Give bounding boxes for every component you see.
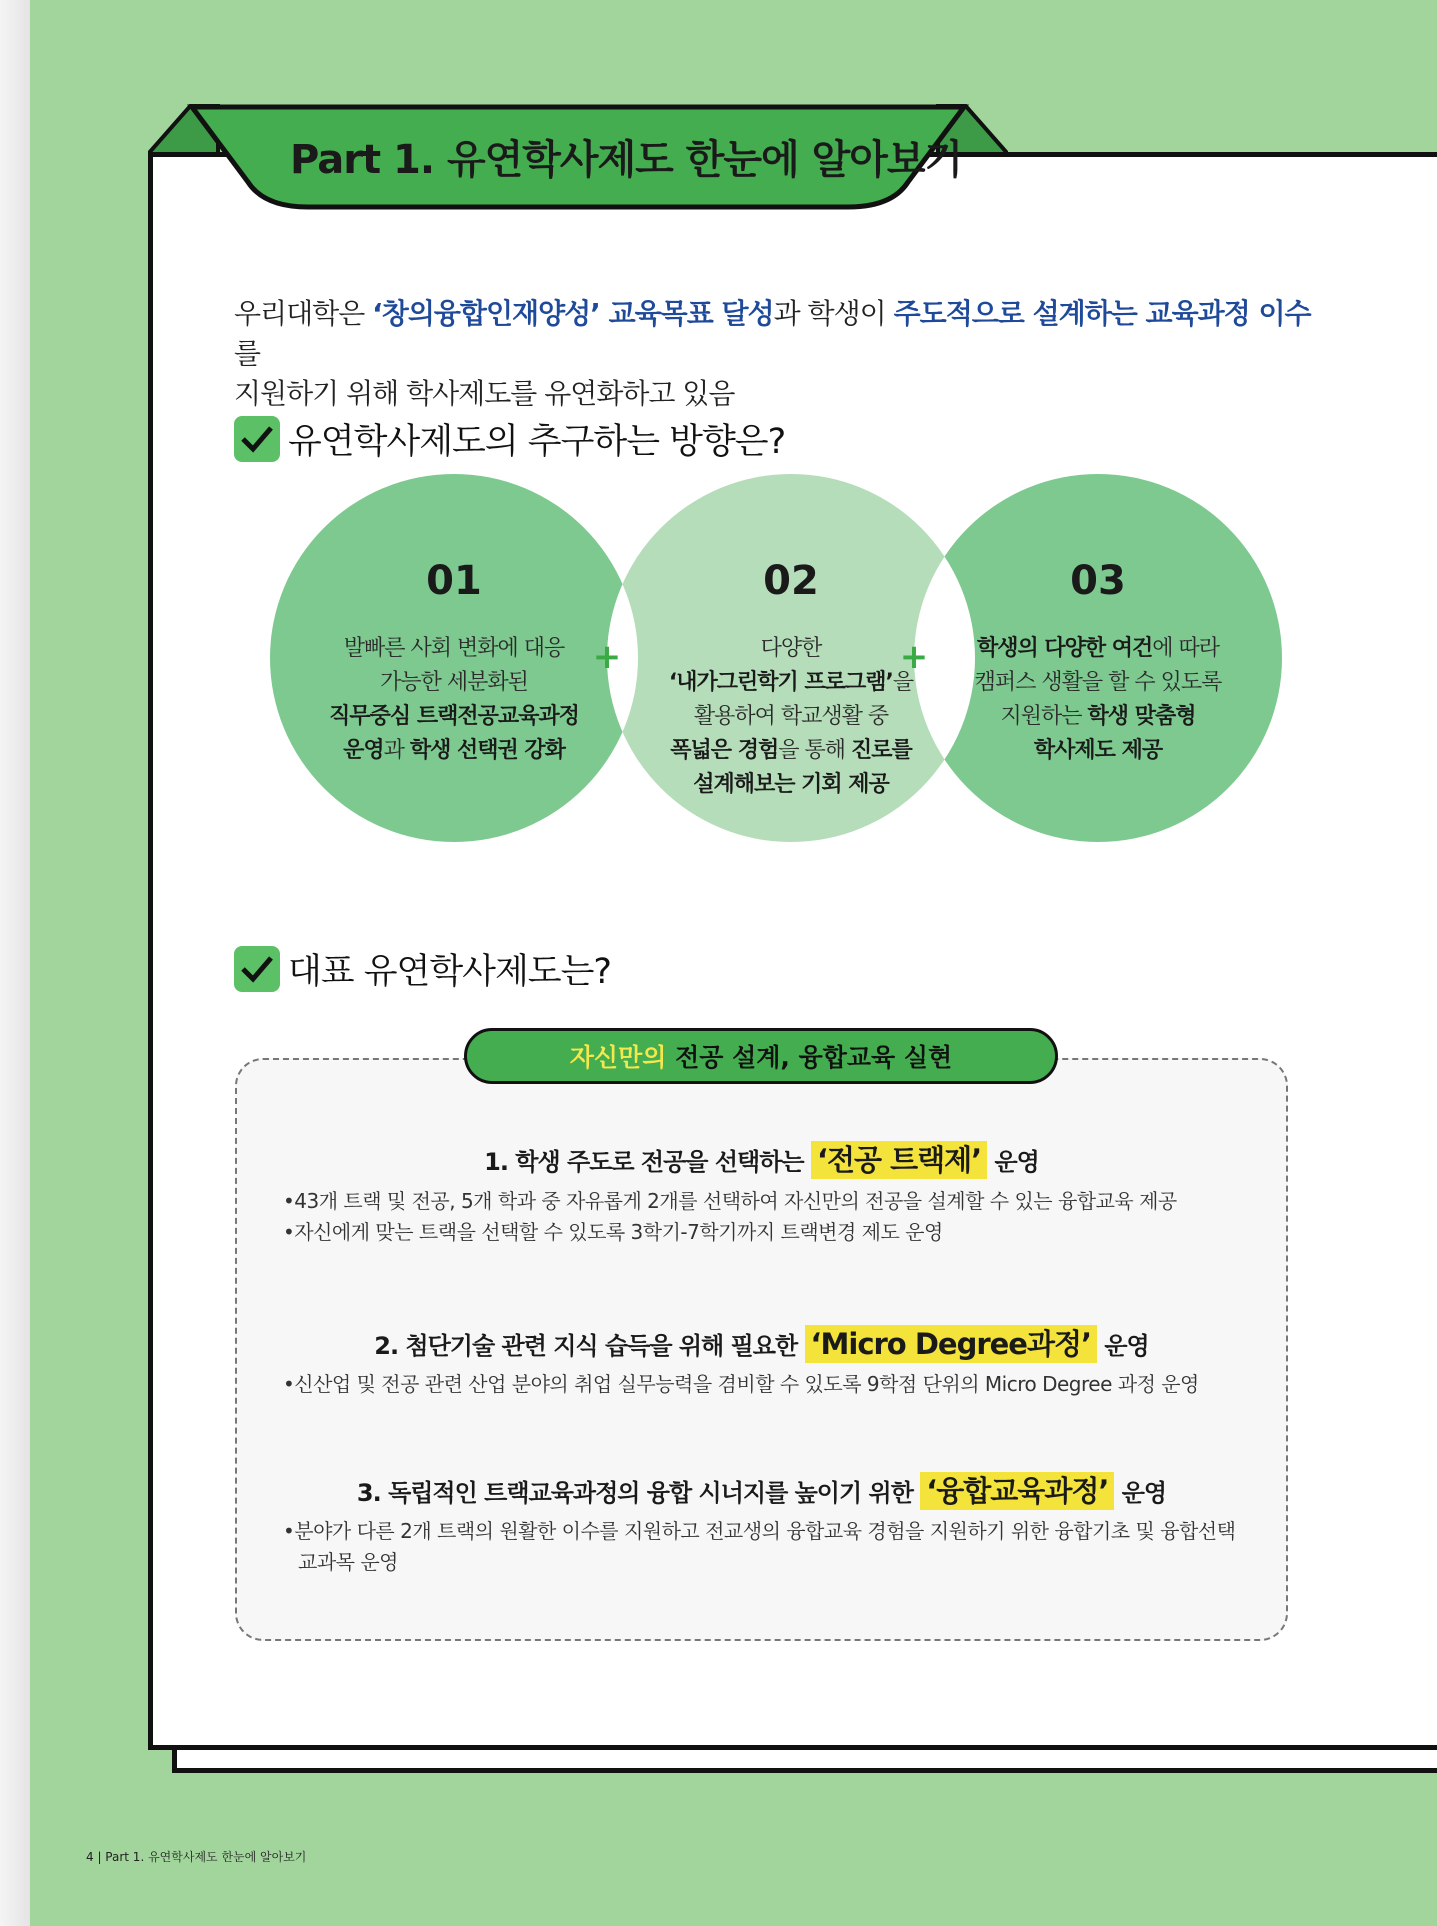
checkmark-icon [234, 416, 280, 462]
page-gutter [0, 0, 34, 1926]
page-footer: 4 | Part 1. 유연학사제도 한눈에 알아보기 [86, 1850, 307, 1864]
pill-text: 전공 설계, 융합교육 실현 [666, 1043, 953, 1072]
item-title-marker: ‘Micro Degree과정’ [805, 1325, 1098, 1363]
circle-line: 학생 선택권 강화 [409, 738, 565, 763]
plus-icon: + [899, 637, 929, 677]
item-title-marker: ‘전공 트랙제’ [811, 1141, 987, 1179]
page-title: Part 1. 유연학사제도 한눈에 알아보기 [290, 137, 963, 183]
circle-line: 캠퍼스 생활을 할 수 있도록 [974, 670, 1222, 695]
circle-line: 학생의 다양한 여건 [976, 636, 1153, 661]
checkmark-icon [234, 946, 280, 992]
direction-circles [270, 474, 1252, 842]
intro-text: 지원하기 위해 학사제도를 유연화하고 있음 [234, 377, 735, 410]
item-bullet: •분야가 다른 2개 트랙의 원활한 이수를 지원하고 전교생의 융합교육 경험을 지원하기 위한 융합기초 및 융합선택 [283, 1519, 1236, 1543]
circle-line: 직무중심 트랙전공교육과정 [329, 704, 579, 729]
circle-line: 을 통해 [778, 738, 851, 763]
circle-text [641, 632, 941, 802]
item-bullet: 교과목 운영 [298, 1550, 398, 1574]
intro-highlight: 주도적으로 설계하는 교육과정 이수 [893, 297, 1311, 330]
circle-line: 활용하여 학교생활 중 [693, 704, 889, 729]
circle-line: 과 [383, 738, 410, 763]
circle-line: 운영 [343, 738, 384, 763]
circle-text [304, 632, 604, 768]
item-title-marker: ‘융합교육과정’ [920, 1472, 1114, 1510]
circle-line: 학생 맞춤형 [1087, 704, 1196, 729]
intro-paragraph [234, 294, 1314, 414]
section-heading-text: 대표 유연학사제도는? [288, 952, 611, 992]
intro-text: 과 학생이 [773, 297, 894, 330]
item-title [235, 1138, 1288, 1179]
circle-line: 폭넓은 경험 [670, 738, 779, 763]
item-title-text: 3. 독립적인 트랙교육과정의 융합 시너지를 높이기 위한 [356, 1479, 921, 1507]
intro-text: 를 [234, 337, 261, 370]
circle-line: 설계해보는 기회 제공 [693, 772, 889, 797]
item-title-text: 운영 [987, 1148, 1039, 1176]
plus-icon: + [592, 637, 622, 677]
item-bullet: •43개 트랙 및 전공, 5개 학과 중 자유롭게 2개를 선택하여 자신만의 전공을 설계할 수 있는 융합교육 제공 [283, 1189, 1177, 1213]
intro-text: 우리대학은 [234, 297, 373, 330]
item-title-text: 운영 [1114, 1479, 1167, 1507]
item-bullet: •자신에게 맞는 트랙을 선택할 수 있도록 3학기-7학기까지 트랙변경 제도 운영 [283, 1220, 943, 1244]
circle-line: 진로를 [850, 738, 912, 763]
section-heading [234, 414, 785, 464]
section-heading-text: 유연학사제도의 추구하는 방향은? [288, 422, 786, 462]
system-pill [464, 1028, 1058, 1084]
circle-line: 가능한 세분화된 [380, 670, 528, 695]
circle-line: 에 따라 [1152, 636, 1220, 661]
section-heading [234, 944, 611, 994]
circle-number: 01 [426, 558, 482, 604]
circle-line: 지원하는 [1000, 704, 1088, 729]
circle-line: ‘내가그린학기 프로그램’ [668, 670, 893, 695]
item-title-text: 2. 첨단기술 관련 지식 습득을 위해 필요한 [374, 1332, 805, 1360]
item-bullet: •신산업 및 전공 관련 산업 분야의 취업 실무능력을 겸비할 수 있도록 9학점 단위의 Micro Degree 과정 운영 [283, 1372, 1199, 1396]
item-title-text: 1. 학생 주도로 전공을 선택하는 [484, 1148, 811, 1176]
item-title-text: 운영 [1097, 1332, 1149, 1360]
circle-line: 다양한 [760, 636, 822, 661]
circle-line: 학사제도 제공 [1033, 738, 1163, 763]
pill-highlight: 자신만의 [569, 1043, 667, 1072]
circle-number: 02 [763, 558, 819, 604]
circle-line: 을 [892, 670, 914, 695]
intro-highlight: ‘창의융합인재양성’ 교육목표 달성 [372, 297, 774, 330]
circle-number: 03 [1070, 558, 1126, 604]
circle-line: 발빠른 사회 변화에 대응 [343, 636, 565, 661]
circle-text [948, 632, 1248, 768]
item-title [235, 1469, 1288, 1510]
item-title [235, 1322, 1288, 1363]
